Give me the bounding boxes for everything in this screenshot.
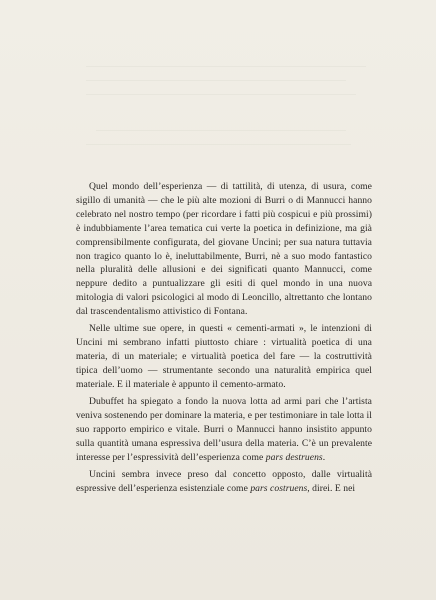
show-through-line [86, 144, 351, 145]
text-segment: Quel mondo dell’esperienza — di tattilità, di utenza, di usura, come sigillo di umanità — che le più alte mozioni di Burri o di Mannucci hanno celebrato nel nostro tempo (per ricordare i fatti più cospicui e più prossimi) è indubbiamente l’area tematica cui verte la poetica in definizione, ma già comprensibilmente configurata, del giovane Uncini; per sua natura tuttavia non tragico quanto lo è, ineluttabilmente, Burri, nè a suo modo fantastico nella pluralità delle allusioni e dei significati quanto Mannucci, come neppure dedito a puntualizzare gli esiti di quel mondo in una nuova mitologia di valori psicologici al modo di Leoncillo, altrettanto che lontano dal trascendentalismo attivistico di Fontana. [76, 181, 372, 318]
paragraph-2 [76, 322, 372, 392]
italic-term-pars-costruens: pars costruens [250, 482, 308, 494]
text-segment: , direi. E nei [307, 482, 356, 494]
text-segment: Nelle ultime sue opere, in questi « cementi-armati », le intenzioni di Uncini mi sembrano infatti piuttosto chiare : virtualità poetica di una materia, di un materiale; e virtualità poetica del fare — la costruttività tipica dell’uomo — strumentante secondo una naturalità empirica quel materiale. E il materiale è appunto il cemento-armato. [76, 323, 372, 390]
body-text [76, 180, 372, 496]
show-through-line [86, 66, 366, 67]
italic-term-pars-destruens: pars destruens [265, 451, 323, 463]
text-segment: Dubuffet ha spiegato a fondo la nuova lotta ad armi pari che l’artista veniva sostenendo per dominare la materia, e per testimoniare in tale lotta il suo rapporto empirico e vitale. Burri o Mannucci hanno insistito appunto sulla quantità umana espressiva dell’usura della materia. C’è un prevalente interesse per l’espressività dell’esperienza come [76, 395, 372, 463]
paragraph-3 [76, 395, 372, 465]
show-through-line [86, 94, 356, 95]
paragraph-4 [76, 468, 372, 496]
show-through-line [96, 130, 346, 131]
show-through-line [86, 80, 346, 81]
text-segment: . [322, 451, 326, 463]
paragraph-1 [76, 180, 372, 319]
text-segment: Uncini sembra invece preso dal concetto opposto, dalle virtualità espressive dell’esperienza esistenziale come [76, 468, 372, 494]
